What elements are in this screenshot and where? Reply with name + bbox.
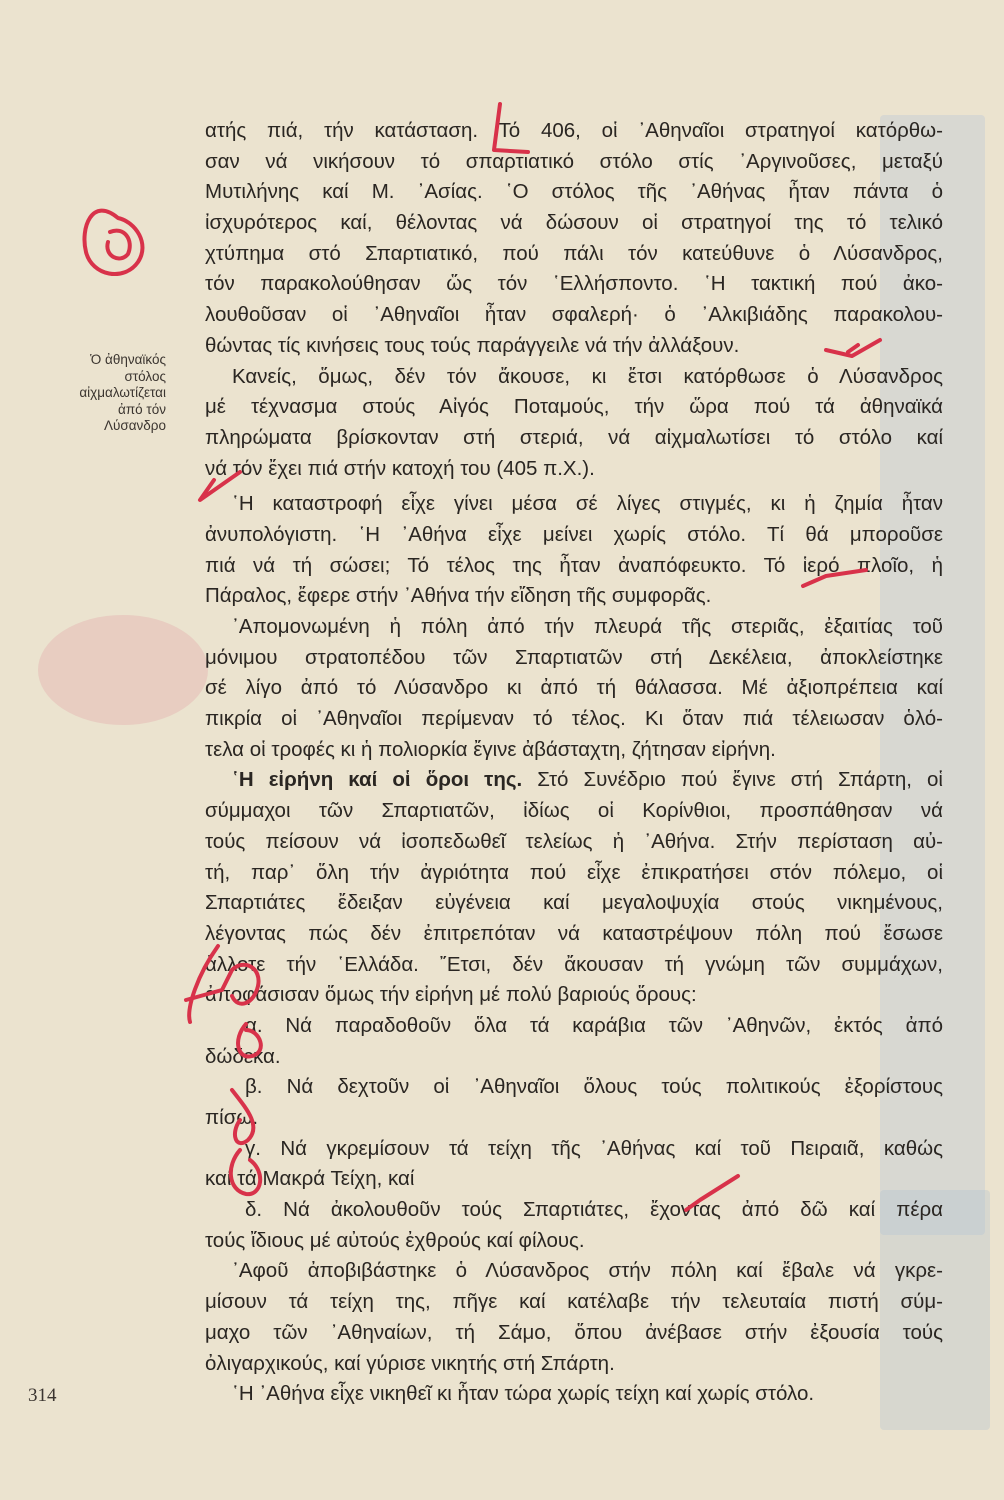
text-line: ῾Η εἰρήνη καί οἱ ὅροι της. Στό Συνέδριο πού ἔγινε στή Σπάρτη, οἱ — [232, 768, 943, 792]
margin-note-line: Λύσανδρο — [104, 418, 166, 433]
text-line: θώντας τίς κινήσεις τους τούς παράγγειλε νά τήν ἀλλάξουν. — [205, 333, 740, 357]
text-line: ὀλιγαρχικούς, καί γύρισε νικητής στή Σπάρτη. — [205, 1351, 615, 1375]
term-line: α. Νά παραδοθοῦν ὅλα τά καράβια τῶν ᾿Αθηνῶν, ἐκτός ἀπό — [245, 1013, 943, 1037]
text-line: χτύπημα στό Σπαρτιατικό, πού πάλι τόν κατεύθυνε ὁ Λύσανδρος, — [205, 241, 943, 265]
term-line: δώδεκα. — [205, 1044, 281, 1068]
text-line: Κανείς, ὅμως, δέν τόν ἄκουσε, κι ἔτσι κατόρθωσε ὁ Λύσανδρος — [232, 364, 943, 388]
text-line: ᾿Απομονωμένη ἡ πόλη ἀπό τήν πλευρά τῆς στεριᾶς, ἐξαιτίας τοῦ — [232, 615, 943, 638]
text-line: ῾Η ᾿Αθήνα εἶχε νικηθεῖ κι ἦταν τώρα χωρίς τείχη καί χωρίς στόλο. — [232, 1382, 815, 1406]
term-line: δ. Νά ἀκολουθοῦν τούς Σπαρτιάτες, ἔχοντας ἀπό δῶ καί πέρα — [245, 1198, 943, 1222]
text-line: πικρία οἱ ᾿Αθηναῖοι περίμεναν τό τέλος. Κι ὅταν πιά τέλειωσαν ὁλό- — [205, 707, 943, 731]
text-line: τελα οἱ τροφές κι ἡ πολιορκία ἔγινε ἀβάσταχτη, ζήτησαν εἰρήνη. — [205, 737, 776, 761]
text-line: μόνιμου στρατοπέδου τῶν Σπαρτιατῶν στή Δεκέλεια, ἀποκλείστηκε — [205, 645, 943, 669]
text-line: μαχο τῶν ᾿Αθηναίων, τή Σάμο, ὅπου ἀνέβασε στήν ἐξουσία τούς — [205, 1320, 943, 1344]
text-line: ἀνυπολόγιστη. ῾Η ᾿Αθήνα εἶχε μείνει χωρίς στόλο. Τί θά μποροῦσε — [205, 522, 943, 546]
margin-note-line: αἰχμαλωτίζεται — [79, 385, 166, 400]
text-line: λουθοῦσαν οἱ ᾿Αθηναῖοι ἦταν σφαλερή· ὁ ᾿Αλκιβιάδης παρακολου- — [205, 303, 943, 327]
text-line: ατής πιά, τήν κατάσταση. Τό 406, οἱ ᾿Αθηναῖοι στρατηγοί κατόρθω- — [205, 119, 943, 142]
margin-note-line: στόλος — [124, 368, 166, 384]
paper-stain — [38, 615, 208, 725]
term-line: γ. Νά γκρεμίσουν τά τείχη τῆς ᾿Αθήνας καί τοῦ Πειραιᾶ, καθώς — [245, 1136, 943, 1160]
text-line: νά τόν ἔχει πιά στήν κατοχή του (405 π.Χ.). — [205, 456, 595, 480]
text-line: τή, παρ᾿ ὅλη τήν ἀγριότητα πού εἶχε ἐπικρατήσει στόν πόλεμο, οἱ — [205, 860, 943, 884]
text-line: ᾿Αφοῦ ἀποβιβάστηκε ὁ Λύσανδρος στήν πόλη καί ἔβαλε νά γκρε- — [232, 1259, 943, 1283]
text-line: Μυτιλήνης καί Μ. ᾿Ασίας. ῾Ο στόλος τῆς ᾿Αθήνας ἦταν πάντα ὁ — [205, 180, 943, 204]
page-number: 314 — [28, 1385, 57, 1406]
term-line: τούς ἴδιους μέ αὐτούς ἐχθρούς καί φίλους. — [205, 1228, 585, 1252]
text-line: ἰσχυρότερος καί, θέλοντας νά δώσουν οἱ στρατηγοί της τό τελικό — [205, 211, 943, 235]
body-text — [205, 116, 943, 1410]
margin-note-line: ἀπό τόν — [118, 401, 166, 417]
term-line: β. Νά δεχτοῦν οἱ ᾿Αθηναῖοι ὅλους τούς πολιτικούς ἐξορίστους — [245, 1075, 943, 1099]
margin-note — [40, 352, 166, 435]
section-heading: ῾Η εἰρήνη καί οἱ ὅροι της. — [232, 768, 523, 792]
text-line: λέγοντας πώς δέν ἐπιτρεπόταν νά καταστρέψουν πόλη πού ἔσωσε — [205, 921, 943, 945]
text-line: τούς πείσουν νά ἰσοπεδωθεῖ τελείως ἡ ᾿Αθήνα. Στήν περίσταση αὐ- — [205, 829, 943, 853]
term-line: καί τά Μακρά Τείχη, καί — [205, 1167, 415, 1191]
text-line: Σπαρτιάτες ἔδειξαν εὐγένεια καί μεγαλοψυχία στούς νικημένους, — [205, 891, 943, 915]
circled-annotation — [84, 211, 142, 274]
text-line: Πάραλος, ἔφερε στήν ᾿Αθήνα τήν εἴδηση τῆς συμφορᾶς. — [205, 584, 712, 608]
text-line: σαν νά νικήσουν τό σπαρτιατικό στόλο στίς ᾿Αργινοῦσες, μεταξύ — [205, 149, 943, 173]
text-line: μέ τέχνασμα στούς Αἰγός Ποταμούς, τήν ὥρα πού τά ἀθηναϊκά — [205, 395, 943, 419]
text-line: ῾Η καταστροφή εἶχε γίνει μέσα σέ λίγες στιγμές, κι ἡ ζημία ἦταν — [232, 492, 943, 516]
text-line: ἄλλοτε τήν ῾Ελλάδα. ῎Ετσι, δέν ἄκουσαν τή γνώμη τῶν συμμάχων, — [205, 952, 943, 976]
term-line: πίσω. — [205, 1106, 259, 1129]
margin-note-line: Ὁ ἀθηναϊκός — [90, 352, 166, 367]
text-line: σέ λίγο ἀπό τό Λύσανδρο κι ἀπό τή θάλασσα. Μέ ἀξιοπρέπεια καί — [205, 676, 943, 700]
text-line: πιά νά τή σώσει; Τό τέλος της ἦταν ἀναπόφευκτο. Τό ἱερό πλοῖο, ἡ — [205, 553, 943, 577]
text-line: πληρώματα βρίσκονταν στή στεριά, νά αἰχμαλωτίσει τό στόλο καί — [205, 425, 943, 449]
text-line: μίσουν τά τείχη της, πῆγε καί κατέλαβε τήν τελευταία πιστή σύμ- — [205, 1290, 943, 1314]
text-line: τόν παρακολούθησαν ὥς τόν ῾Ελλήσποντο. ῾Η τακτική πού ἀκο- — [205, 272, 943, 296]
text-line: σύμμαχοι τῶν Σπαρτιατῶν, ἰδίως οἱ Κορίνθιοι, προσπάθησαν νά — [205, 799, 943, 823]
text-line: ἀποφάσισαν ὅμως τήν εἰρήνη μέ πολύ βαριούς ὅρους: — [205, 983, 697, 1007]
